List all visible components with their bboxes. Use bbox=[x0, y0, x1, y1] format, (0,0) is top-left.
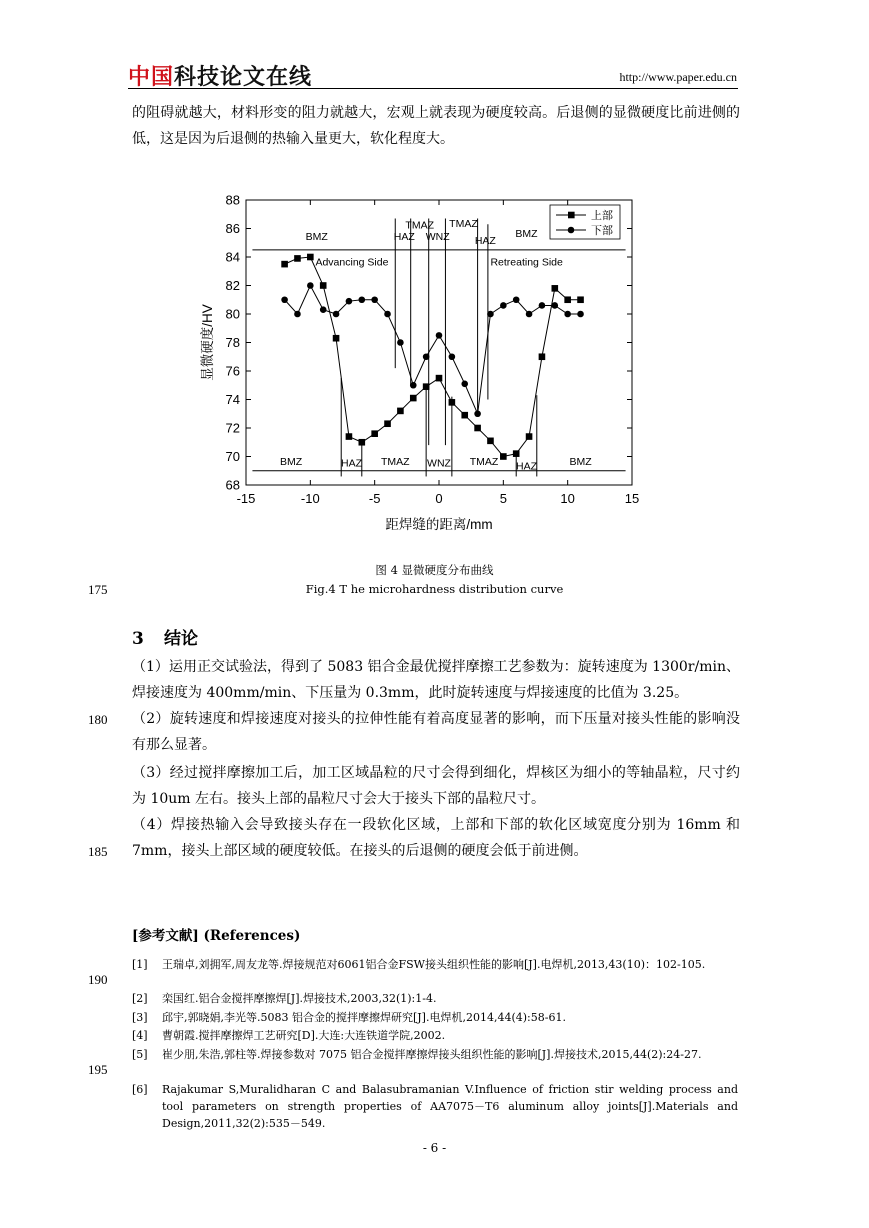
data-point bbox=[474, 410, 481, 417]
references-heading: [参考文献] (References) bbox=[132, 928, 301, 944]
data-point bbox=[307, 254, 314, 261]
data-point bbox=[346, 433, 353, 440]
upper-zone-label: WNZ bbox=[425, 230, 450, 243]
y-tick-label: 74 bbox=[225, 392, 240, 407]
retreating-side-label: Retreating Side bbox=[490, 256, 563, 269]
data-point bbox=[487, 438, 494, 445]
data-point bbox=[333, 311, 340, 318]
reference-number: [1] bbox=[132, 958, 148, 971]
conclusion-item-1: （1）运用正交试验法，得到了 5083 铝合金最优搅拌摩擦工艺参数为：旋转速度为 1300r/min、焊接速度为 400mm/min、下压量为 0.3mm，此时旋转速度与焊接速度的比值为 3.25。 bbox=[132, 659, 740, 701]
data-point bbox=[436, 375, 443, 382]
reference-text: 栾国红.铝合金搅拌摩擦焊[J].焊接技术,2003,32(1):1-4. bbox=[162, 992, 437, 1005]
reference-text: 曹朝霞.搅拌摩擦焊工艺研究[D].大连:大连铁道学院,2002. bbox=[162, 1029, 446, 1042]
lower-zone-label: TMAZ bbox=[469, 456, 499, 469]
data-point bbox=[423, 383, 430, 390]
reference-number: [3] bbox=[132, 1011, 148, 1024]
logo-red-part: 中国 bbox=[128, 65, 175, 90]
line-number: 185 bbox=[88, 844, 108, 859]
line-number: 180 bbox=[88, 712, 108, 727]
x-tick-label: 5 bbox=[499, 491, 507, 506]
lower-zone-label: HAZ bbox=[341, 457, 363, 470]
data-point bbox=[552, 285, 559, 292]
y-axis-label: 显微硬度/HV bbox=[200, 304, 215, 381]
x-tick-label: 10 bbox=[560, 491, 575, 506]
y-tick-label: 82 bbox=[225, 278, 240, 293]
lower-zone-label: HAZ bbox=[515, 460, 537, 473]
reference-item bbox=[132, 1081, 738, 1132]
data-point bbox=[564, 311, 571, 318]
data-point bbox=[449, 353, 456, 360]
reference-item bbox=[132, 1046, 738, 1063]
figure-caption-en: Fig.4 T he microhardness distribution curve bbox=[305, 582, 564, 596]
reference-text: 崔少朋,朱浩,郭柱等.焊接参数对 7075 铝合金搅拌摩擦焊接头组织性能的影响[J].焊接技术,2015,44(2):24-27. bbox=[162, 1048, 702, 1061]
section-number: 3 bbox=[132, 629, 144, 649]
line-number: 195 bbox=[88, 1062, 108, 1077]
data-point bbox=[410, 395, 417, 402]
y-tick-label: 88 bbox=[225, 192, 240, 208]
section-title: 结论 bbox=[164, 629, 198, 649]
data-point bbox=[371, 296, 378, 303]
reference-number: [5] bbox=[132, 1048, 148, 1061]
x-axis-label: 距焊缝的距离/mm bbox=[385, 517, 493, 532]
data-point bbox=[564, 296, 571, 303]
data-point bbox=[307, 282, 314, 289]
y-tick-label: 70 bbox=[225, 449, 240, 464]
data-point bbox=[410, 382, 417, 389]
data-point bbox=[577, 296, 584, 303]
data-point bbox=[500, 302, 507, 309]
reference-number: [2] bbox=[132, 992, 148, 1005]
data-point bbox=[371, 430, 378, 437]
page-number: - 6 - bbox=[422, 1141, 447, 1155]
y-tick-label: 80 bbox=[225, 306, 240, 322]
data-point bbox=[487, 311, 494, 318]
data-point bbox=[474, 425, 481, 432]
y-tick-label: 84 bbox=[225, 249, 240, 265]
data-point bbox=[539, 353, 546, 360]
reference-item bbox=[132, 956, 738, 973]
microhardness-chart bbox=[0, 0, 869, 560]
upper-zone-label: TMAZ bbox=[405, 219, 434, 232]
upper-zone-label: HAZ bbox=[474, 235, 496, 248]
data-point bbox=[397, 408, 404, 415]
conclusion-item-3: （3）经过搅拌摩擦加工后，加工区域晶粒的尺寸会得到细化，焊核区为细小的等轴晶粒，尺寸约为 10um 左右。接头上部的晶粒尺寸会大于接头下部的晶粒尺寸。 bbox=[132, 765, 740, 807]
reference-item bbox=[132, 1009, 738, 1026]
lower-zone-label: BMZ bbox=[569, 456, 592, 469]
reference-item bbox=[132, 1027, 738, 1044]
line-number: 175 bbox=[88, 582, 108, 597]
x-tick-label: 15 bbox=[624, 491, 640, 506]
reference-number: [4] bbox=[132, 1029, 148, 1042]
y-tick-label: 68 bbox=[225, 477, 240, 493]
lower-zone-label: WNZ bbox=[427, 457, 451, 470]
data-point bbox=[359, 439, 366, 446]
data-point bbox=[281, 261, 288, 268]
reference-number: [6] bbox=[132, 1083, 148, 1096]
upper-zone-label: BMZ bbox=[515, 228, 538, 241]
conclusion-item-2: （2）旋转速度和焊接速度对接头的拉伸性能有着高度显著的影响，而下压量对接头性能的影响没有那么显著。 bbox=[132, 711, 740, 753]
data-point bbox=[320, 282, 327, 289]
data-point bbox=[320, 306, 327, 313]
upper-zone-label: TMAZ bbox=[449, 218, 478, 231]
reference-text: 王瑞卓,刘拥军,周友龙等.焊接规范对6061铝合金FSW接头组织性能的影响[J].电焊机,2013,43(10)：102-105. bbox=[162, 958, 706, 971]
data-point bbox=[449, 399, 456, 406]
reference-text: Rajakumar S,Muralidharan C and Balasubramanian V.Influence of friction stir welding process and tool parameters on strength properties of AA7075－T6 aluminum alloy joints[J].Materials and Design,2011,32(2):535－549. bbox=[162, 1083, 738, 1130]
data-point bbox=[281, 296, 288, 303]
header-url[interactable]: http://www.paper.edu.cn bbox=[619, 70, 737, 84]
line-number: 190 bbox=[88, 972, 108, 987]
data-point bbox=[346, 298, 353, 305]
data-point bbox=[526, 433, 533, 440]
data-point bbox=[436, 332, 443, 339]
data-point bbox=[577, 311, 584, 318]
logo-black-part: 科技论文在线 bbox=[174, 65, 313, 90]
legend-marker bbox=[568, 227, 575, 234]
conclusion-item-4: （4）焊接热输入会导致接头存在一段软化区域，上部和下部的软化区域宽度分别为 16mm 和 7mm，接头上部区域的硬度较低。在接头的后退侧的硬度会低于前进侧。 bbox=[132, 817, 740, 859]
data-point bbox=[461, 412, 468, 419]
y-tick-label: 72 bbox=[225, 420, 240, 436]
data-point bbox=[333, 335, 340, 342]
legend-label: 上部 bbox=[591, 210, 613, 222]
data-point bbox=[423, 353, 430, 360]
x-tick-label: 0 bbox=[435, 491, 443, 506]
data-point bbox=[294, 255, 301, 262]
data-point bbox=[384, 311, 391, 318]
legend-marker bbox=[568, 212, 575, 219]
x-tick-label: -15 bbox=[236, 491, 256, 506]
data-point bbox=[526, 311, 533, 318]
reference-item bbox=[132, 990, 738, 1007]
y-tick-label: 86 bbox=[225, 221, 240, 236]
y-tick-label: 76 bbox=[225, 363, 240, 379]
data-point bbox=[500, 453, 507, 460]
reference-text: 邱宇,郭晓娟,李光等.5083 铝合金的搅拌摩擦焊研究[J].电焊机,2014,44(4):58-61. bbox=[162, 1011, 566, 1024]
upper-zone-label: BMZ bbox=[305, 230, 328, 243]
data-point bbox=[539, 302, 546, 309]
data-point bbox=[359, 296, 366, 303]
figure-caption-cn: 图 4 显微硬度分布曲线 bbox=[375, 563, 494, 577]
data-point bbox=[513, 296, 520, 303]
data-point bbox=[552, 302, 559, 309]
lower-zone-label: TMAZ bbox=[380, 456, 410, 469]
series-line bbox=[285, 257, 581, 457]
advancing-side-label: Advancing Side bbox=[315, 256, 389, 269]
upper-zone-label: HAZ bbox=[393, 230, 415, 243]
section-heading bbox=[132, 624, 198, 649]
x-tick-label: -10 bbox=[300, 491, 320, 506]
data-point bbox=[384, 420, 391, 427]
intro-paragraph: 的阻碍就越大，材料形变的阻力就越大，宏观上就表现为硬度较高。后退侧的显微硬度比前进侧的低，这是因为后退侧的热输入量更大，软化程度大。 bbox=[132, 105, 740, 147]
x-tick-label: -5 bbox=[368, 491, 381, 506]
y-tick-label: 78 bbox=[225, 335, 240, 350]
data-point bbox=[461, 381, 468, 388]
legend-label: 下部 bbox=[591, 225, 613, 237]
data-point bbox=[294, 311, 301, 318]
lower-zone-label: BMZ bbox=[279, 456, 303, 469]
data-point bbox=[513, 450, 520, 457]
data-point bbox=[397, 339, 404, 346]
